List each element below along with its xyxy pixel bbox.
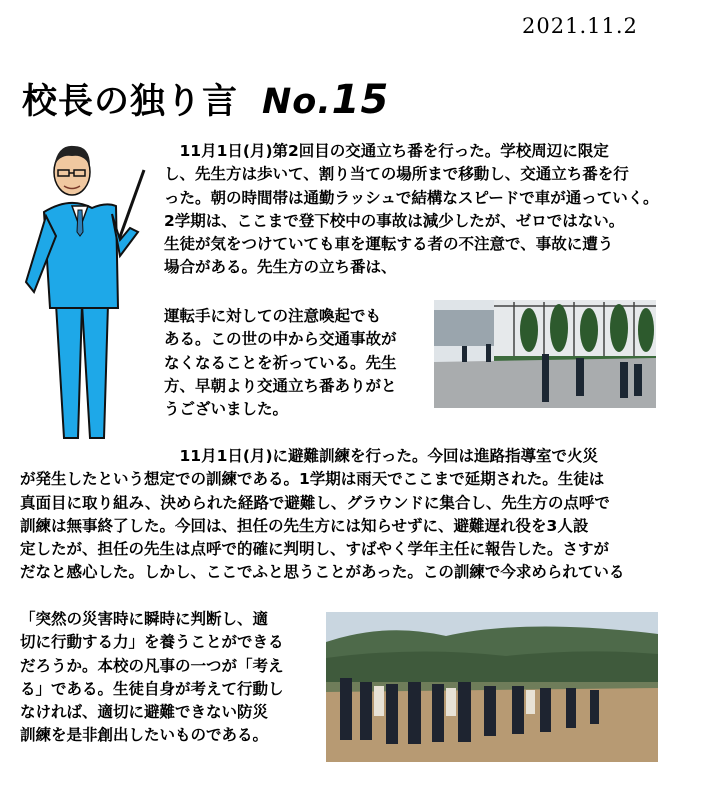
paragraph-2-side [20, 608, 320, 748]
traffic-duty-photo [434, 300, 656, 408]
text-line: 運転手に対しての注意喚起でも [164, 307, 382, 325]
text-line: うございました。 [164, 400, 289, 419]
text-line: 場合がある。先生方の立ち番は、 [164, 258, 397, 277]
text-line: が発生したという想定での訓練である。1学期は雨天でここまで延期された。生徒は [20, 470, 605, 489]
paragraph-2-full [20, 445, 690, 585]
text-line: だろうか。本校の凡事の一つが「考え [20, 656, 284, 675]
text-line: った。朝の時間帯は通勤ラッシュで結構なスピードで車が通っていく。 [164, 188, 659, 207]
text-line: 訓練は無事終了した。今回は、担任の先生方には知らせずに、避難遅れ役を3人設 [20, 516, 589, 535]
text-line: 定したが、担任の先生は点呼で的確に判明し、すばやく学年主任に報告した。さすが [20, 540, 610, 559]
text-line: 11月1日(月)に避難訓練を行った。今回は進路指導室で火災 [164, 447, 599, 465]
date: 2021.11.2 [522, 14, 638, 38]
principal-figure [20, 136, 160, 456]
text-line: なくなることを祈っている。先生 [164, 353, 397, 372]
text-line: 「突然の災害時に瞬時に判断し、適 [20, 610, 269, 628]
text-line: る」である。生徒自身が考えて行動し [20, 679, 284, 698]
text-line: ある。この世の中から交通事故が [164, 330, 397, 349]
paragraph-1-top [164, 140, 690, 280]
text-line: 訓練を是非創出したいものである。 [20, 726, 269, 745]
text-line: 真面目に取り組み、決められた経路で避難し、グラウンドに集合し、先生方の点呼で [20, 493, 610, 512]
text-line: 生徒が気をつけていても車を運転する者の不注意で、事故に遭う [164, 235, 614, 254]
text-line: し、先生方は歩いて、割り当ての場所まで移動し、交通立ち番を行 [164, 165, 629, 184]
title-number: No.15 [262, 77, 390, 123]
text-line: 切に行動する力」を養うことができる [20, 633, 284, 652]
title-main: 校長の独り言 [22, 82, 239, 122]
text-line: なければ、適切に避難できない防災 [20, 703, 269, 722]
paragraph-1-side [164, 305, 430, 421]
text-line: 2学期は、ここまで登下校中の事故は減少したが、ゼロではない。 [164, 211, 625, 230]
page-title [22, 74, 389, 124]
evacuation-drill-photo [326, 612, 658, 762]
text-line: だなと感心した。しかし、ここでふと思うことがあった。この訓練で今求められている [20, 563, 625, 582]
text-line: 方、早朝より交通立ち番ありがと [164, 376, 397, 395]
text-line: 11月1日(月)第2回目の交通立ち番を行った。学校周辺に限定 [164, 142, 609, 160]
